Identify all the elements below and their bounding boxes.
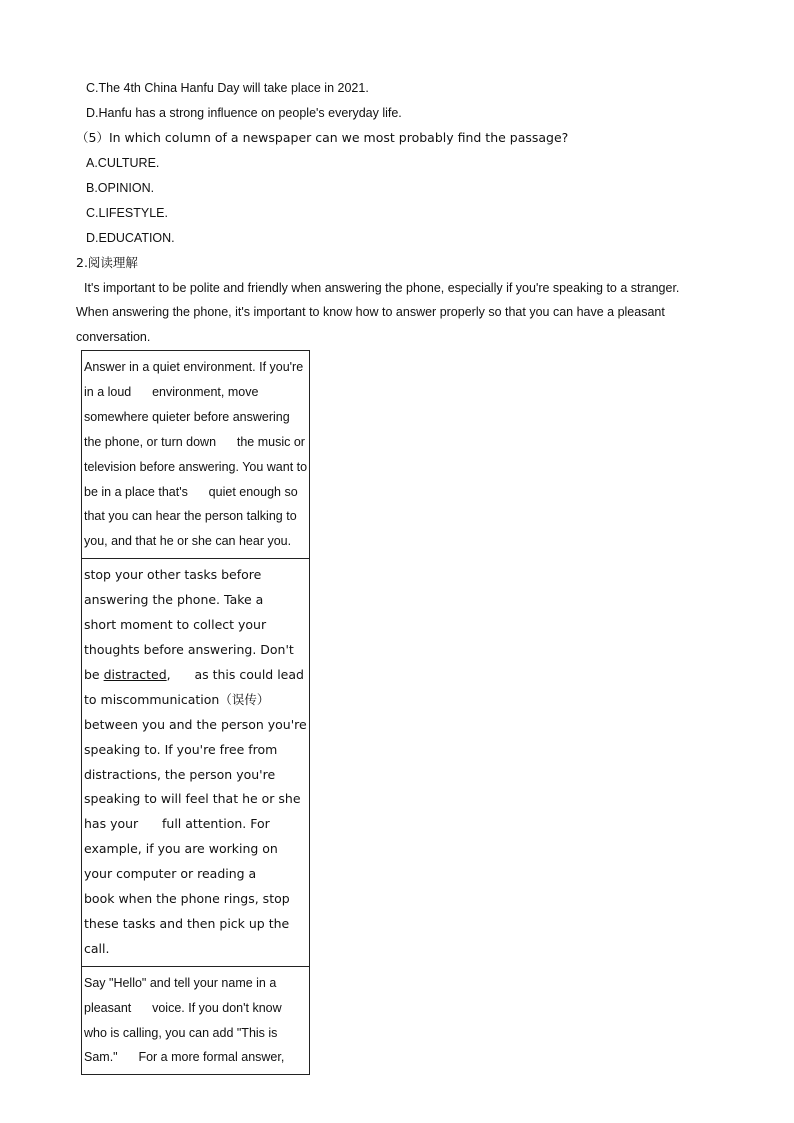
- underlined-word: distracted: [103, 666, 167, 682]
- option-b: B.OPINION.: [86, 181, 155, 195]
- intro-line-1: It's important to be polite and friendly when answering the phone, especially if you're speaking to a stranger.: [84, 281, 680, 295]
- option-d-prev: D.Hanfu has a strong influence on people's everyday life.: [86, 106, 402, 120]
- intro-line-2: When answering the phone, it's important to know how to answer properly so that you can have a pleasant: [76, 305, 665, 319]
- question-5-stem: （5）In which column of a newspaper can we most probably find the passage?: [76, 130, 569, 145]
- option-c-prev: C.The 4th China Hanfu Day will take place in 2021.: [86, 81, 369, 95]
- option-c: C.LIFESTYLE.: [86, 206, 168, 220]
- intro-line-3: conversation.: [76, 330, 151, 344]
- option-a: A.CULTURE.: [86, 156, 160, 170]
- option-d: D.EDUCATION.: [86, 231, 175, 245]
- table-cell-stop-tasks: [82, 559, 309, 967]
- cell-text: stop your other tasks before answering the phone. Take a short moment to collect your thoughts before answering. Don't be: [84, 567, 298, 682]
- table-cell-quiet-environment: Answer in a quiet environment. If you're in a loud environment, move somewhere quieter before answering the phone, or turn down the music or television before answering. You want to be in a place that's quiet enough so that you can hear the person talking to you, and that he or she can hear you.: [82, 351, 309, 559]
- section-title: 2.阅读理解: [76, 255, 138, 270]
- cell-text: , as this could lead to miscommunication（误传）between you and the person you're speaking to. If you're free from distractions, the person you're speaking to will feel that he or she has your full attention. For example, if you are working on your computer or reading a book when the phone rings, stop these tasks and then pick up the call.: [84, 666, 311, 956]
- passage-table: [81, 350, 310, 1075]
- table-cell-say-hello: Say "Hello" and tell your name in a pleasant voice. If you don't know who is calling, you can add "This is Sam." For a more formal answer,: [84, 975, 286, 1065]
